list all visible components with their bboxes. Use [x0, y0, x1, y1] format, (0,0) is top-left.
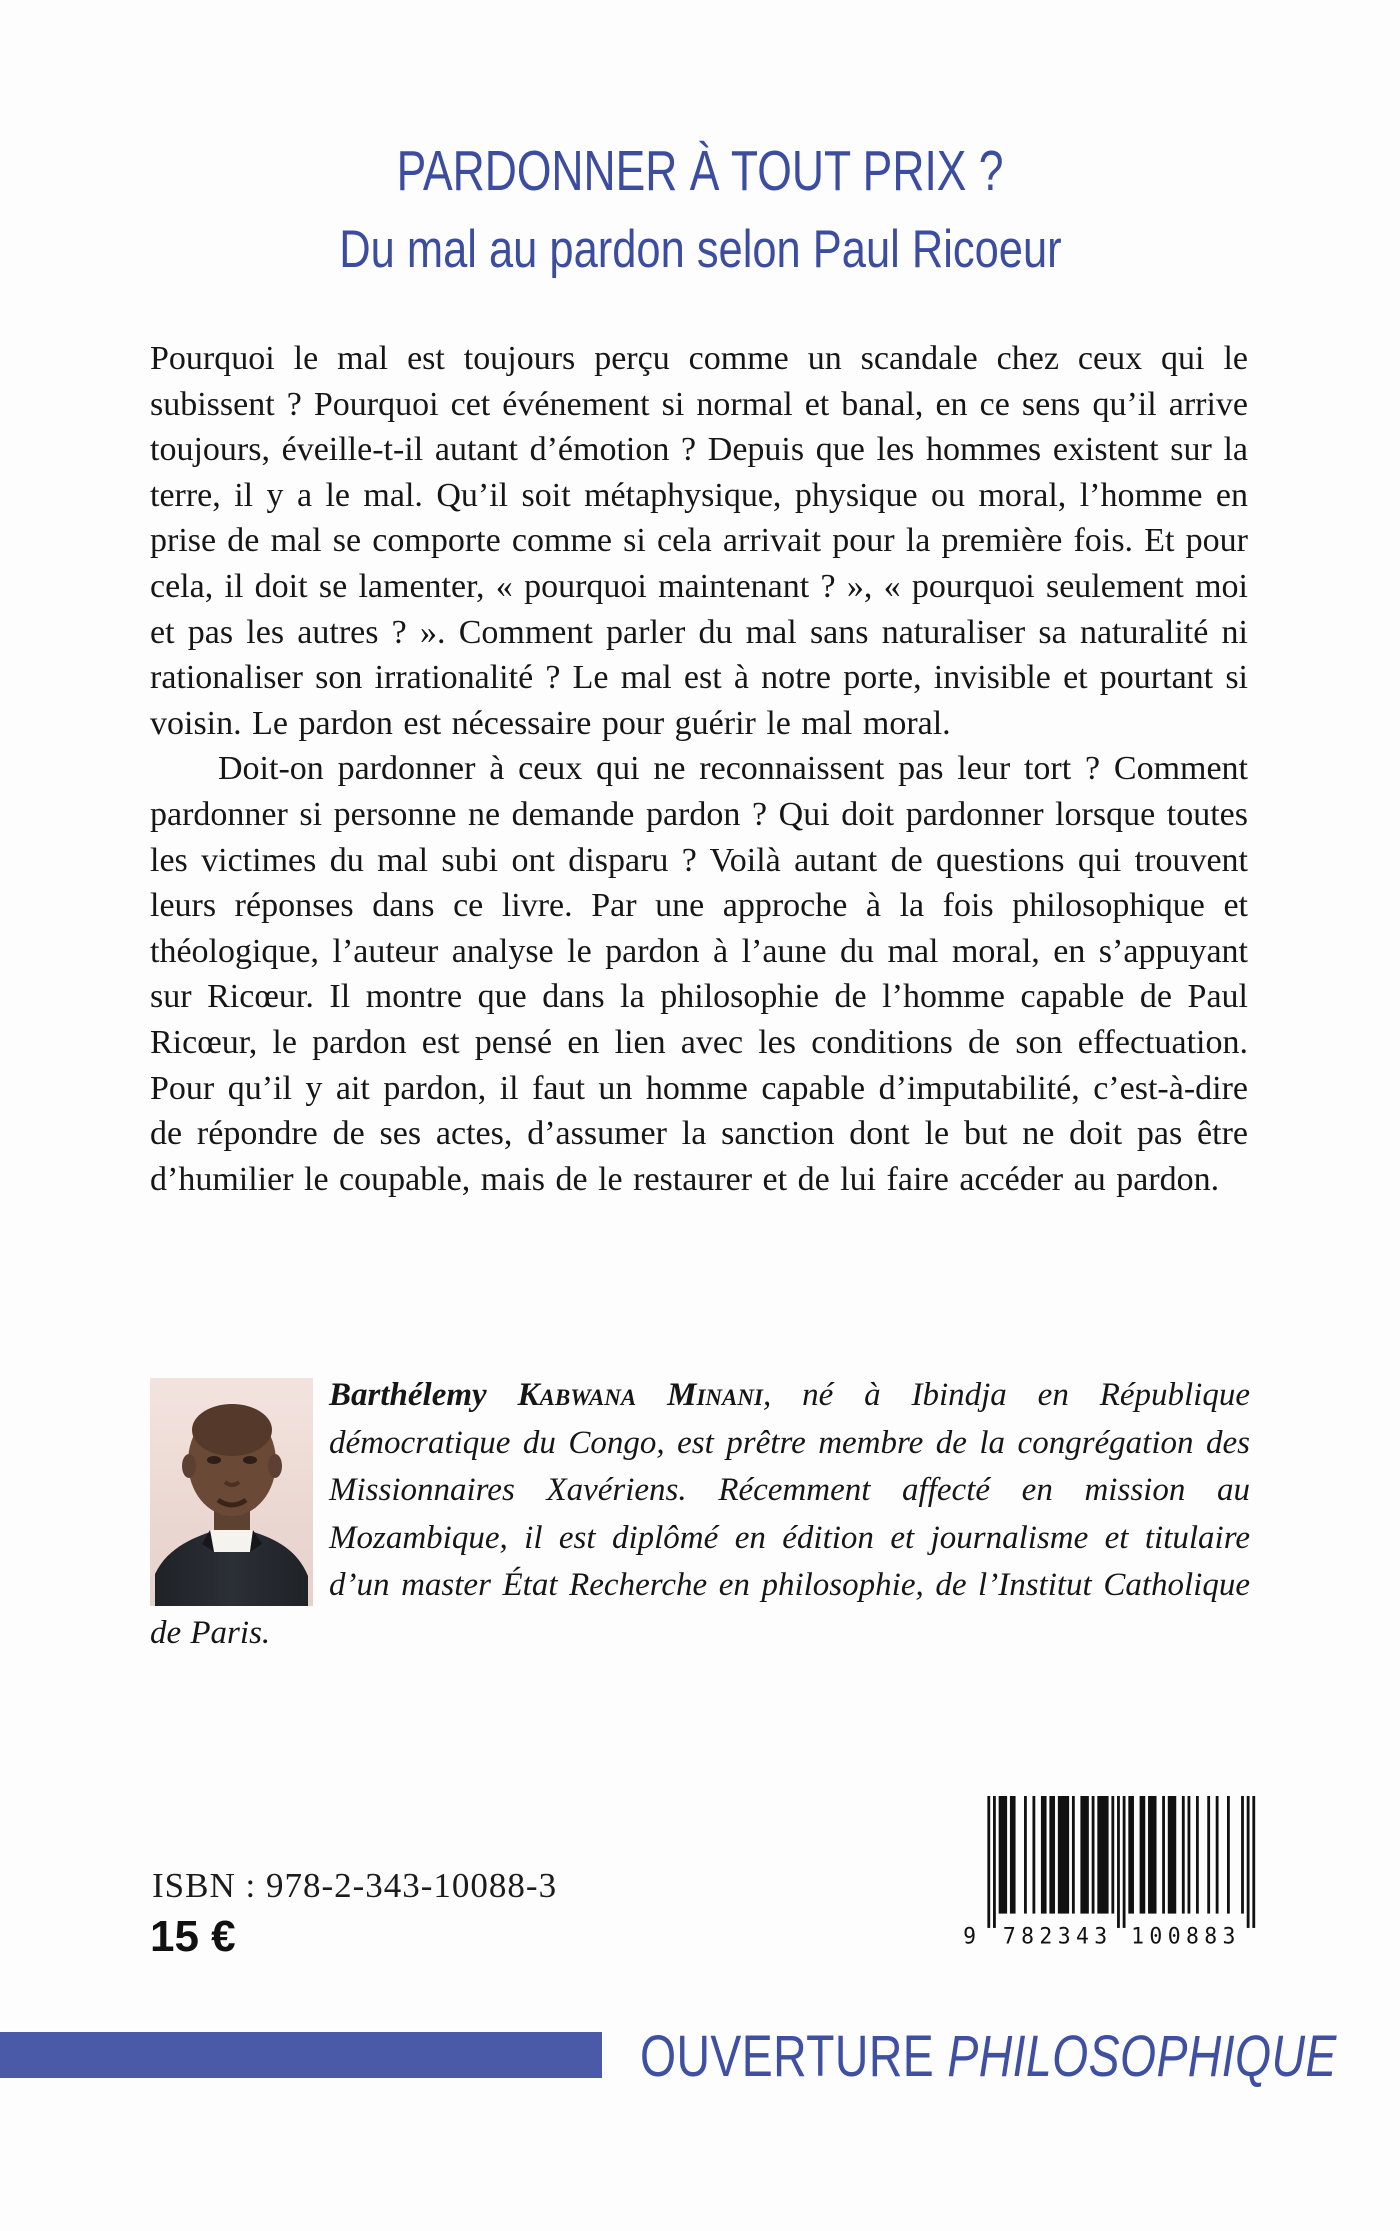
synopsis [150, 336, 1248, 1202]
author-portrait-photo [150, 1378, 313, 1606]
barcode-left-digits: 782343 [1002, 1924, 1108, 1948]
author-last-name: Kabwana Minani [517, 1377, 763, 1413]
barcode-bars [987, 1796, 1255, 1928]
author-bio [150, 1372, 1250, 1657]
author-first-name: Barthélemy [329, 1377, 518, 1413]
author-bio-text: , né à Ibindja en République démocratique du Congo, est prêtre membre de la congrégation des Missionnaires Xavériens. Récemment affecté en mission au Mozambique, il est diplômé en édition et journalisme et titulaire d’un master État Recherche en philosophie, de l’Institut Catholique de Paris. [150, 1377, 1250, 1651]
ean13-barcode [962, 1796, 1258, 1948]
collection-word-2: PHILOSOPHIQUE [947, 2024, 1337, 2089]
book-title [0, 138, 1400, 204]
barcode-right-digits: 100883 [1131, 1924, 1236, 1948]
book-title-text: PARDONNER À TOUT PRIX ? [396, 139, 1004, 203]
collection-band [0, 2032, 602, 2078]
book-subtitle [0, 219, 1400, 280]
barcode-lead-digit: 9 [963, 1924, 977, 1948]
isbn: ISBN : 978-2-343-10088-3 [152, 1866, 558, 1905]
book-subtitle-text: Du mal au pardon selon Paul Ricoeur [338, 220, 1062, 279]
synopsis-paragraph-1: Pourquoi le mal est toujours perçu comme un scandale chez ceux qui le subissent ? Pourquoi cet événement si normal et banal, en ce sens qu’il arrive toujours, éveille-t-il autant d’émotion ? Depuis que les hommes existent sur la terre, il y a le mal. Qu’il soit métaphysique, physique ou moral, l’homme en prise de mal se comporte comme si cela arrivait pour la première fois. Et pour cela, il doit se lamenter, « pourquoi maintenant ? », « pourquoi seulement moi et pas les autres ? ». Comment parler du mal sans naturaliser sa naturalité ni rationaliser son irrationalité ? Le mal est à notre porte, invisible et pourtant si voisin. Le pardon est nécessaire pour guérir le mal moral. [150, 340, 1248, 742]
collection-title [640, 2023, 1400, 2090]
collection-word-1: OUVERTURE [640, 2024, 948, 2089]
author-name [329, 1377, 763, 1413]
synopsis-paragraph-2: Doit-on pardonner à ceux qui ne reconnaissent pas leur tort ? Comment pardonner si personne ne demande pardon ? Qui doit pardonner lorsque toutes les victimes du mal subi ont disparu ? Voilà autant de questions qui trouvent leurs réponses dans ce livre. Par une approche à la fois philosophique et théologique, l’auteur analyse le pardon à l’aune du mal moral, en s’appuyant sur Ricœur. Il montre que dans la philosophie de l’homme capable de Paul Ricœur, le pardon est pensé en lien avec les conditions de son effectuation. Pour qu’il y ait pardon, il faut un homme capable d’imputabilité, c’est-à-dire de répondre de ses actes, d’assumer la sanction dont le but ne doit pas être d’humilier le coupable, mais de le restaurer et de lui faire accéder au pardon. [150, 750, 1248, 1198]
price: 15 € [150, 1912, 236, 1961]
